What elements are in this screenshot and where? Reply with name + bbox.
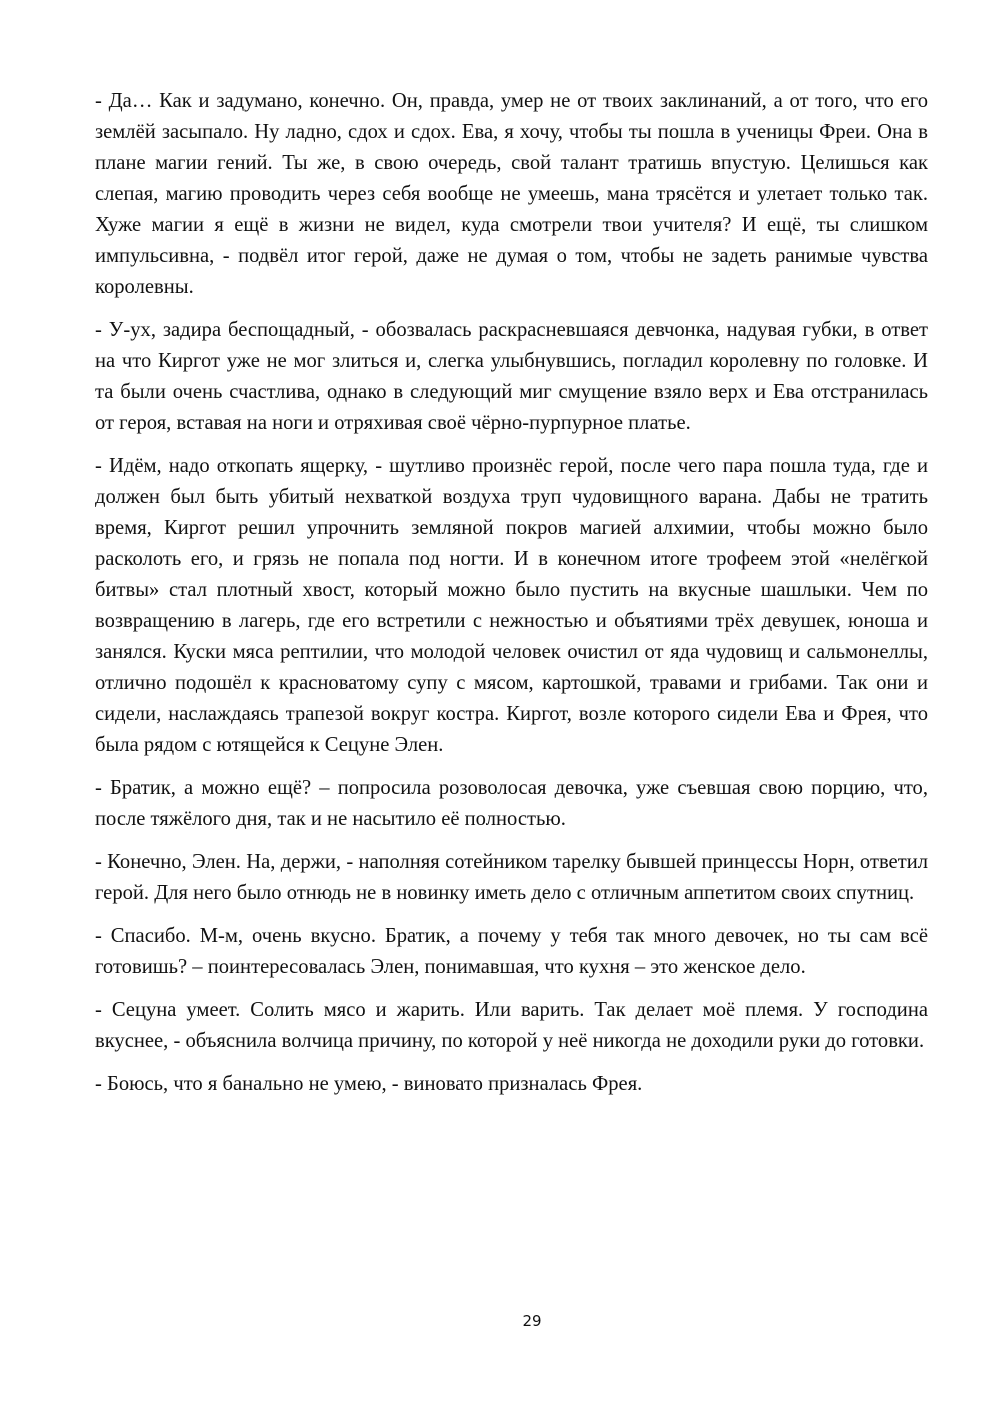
paragraph-1: - Да… Как и задумано, конечно. Он, правда, умер не от твоих заклинаний, а от того, что его землёй засыпало. Ну ладно, сдох и сдох. Ева, я хочу, чтобы ты пошла в ученицы Фреи. Она в плане магии гений. Ты же, в свою очередь, свой талант тратишь впустую. Целишься как слепая, магию проводить через себя вообще не умеешь, мана трясётся и улетает только так. Хуже магии я ещё в жизни не видел, куда смотрели твои учителя? И ещё, ты слишком импульсивна, - подвёл итог герой, даже не думая о том, чтобы не задеть ранимые чувства королевны. (95, 90, 928, 298)
paragraph-8: - Боюсь, что я банально не умею, - виновато призналась Фрея. (95, 1073, 643, 1095)
paragraph-3: - Идём, надо откопать ящерку, - шутливо произнёс герой, после чего пара пошла туда, где и должен был быть убитый нехваткой воздуха труп чудовищного варана. Дабы не тратить время, Киргот решил упрочнить земляной покров магией алхимии, чтобы можно было расколоть его, и грязь не попала под ногти. И в конечном итоге трофеем этой «нелёгкой битвы» стал плотный хвост, который можно было пустить на вкусные шашлыки. Чем по возвращению в лагерь, где его встретили с нежностью и объятиями трёх девушек, юноша и занялся. Куски мяса рептилии, что молодой человек очистил от яда чудовищ и сальмонеллы, отлично подошёл к красноватому супу с мясом, картошкой, травами и грибами. Так они и сидели, наслаждаясь трапезой вокруг костра. Киргот, возле которого сидели Ева и Фрея, что была рядом с ютящейся к Сецуне Элен. (95, 455, 928, 756)
page-number: 29 (522, 1312, 542, 1330)
paragraph-4: - Братик, а можно ещё? – попросила розоволосая девочка, уже съевшая свою порцию, что, после тяжёлого дня, так и не насытило её полностью. (95, 777, 928, 830)
paragraph-6: - Спасибо. М-м, очень вкусно. Братик, а почему у тебя так много девочек, но ты сам всё готовишь? – поинтересовалась Элен, понимавшая, что кухня – это женское дело. (95, 925, 928, 978)
page-body (95, 86, 928, 1112)
paragraph-5: - Конечно, Элен. На, держи, - наполняя сотейником тарелку бывшей принцессы Норн, ответил герой. Для него было отнюдь не в новинку иметь дело с отличным аппетитом своих спутниц. (95, 851, 928, 904)
paragraph-2: - У-ух, задира беспощадный, - обозвалась раскрасневшаяся девчонка, надувая губки, в ответ на что Киргот уже не мог злиться и, слегка улыбнувшись, погладил королевну по головке. И та были очень счастлива, однако в следующий миг смущение взяло верх и Ева отстранилась от героя, вставая на ноги и отряхивая своё чёрно-пурпурное платье. (95, 319, 928, 434)
paragraph-7: - Сецуна умеет. Солить мясо и жарить. Или варить. Так делает моё племя. У господина вкуснее, - объяснила волчица причину, по которой у неё никогда не доходили руки до готовки. (95, 999, 928, 1052)
